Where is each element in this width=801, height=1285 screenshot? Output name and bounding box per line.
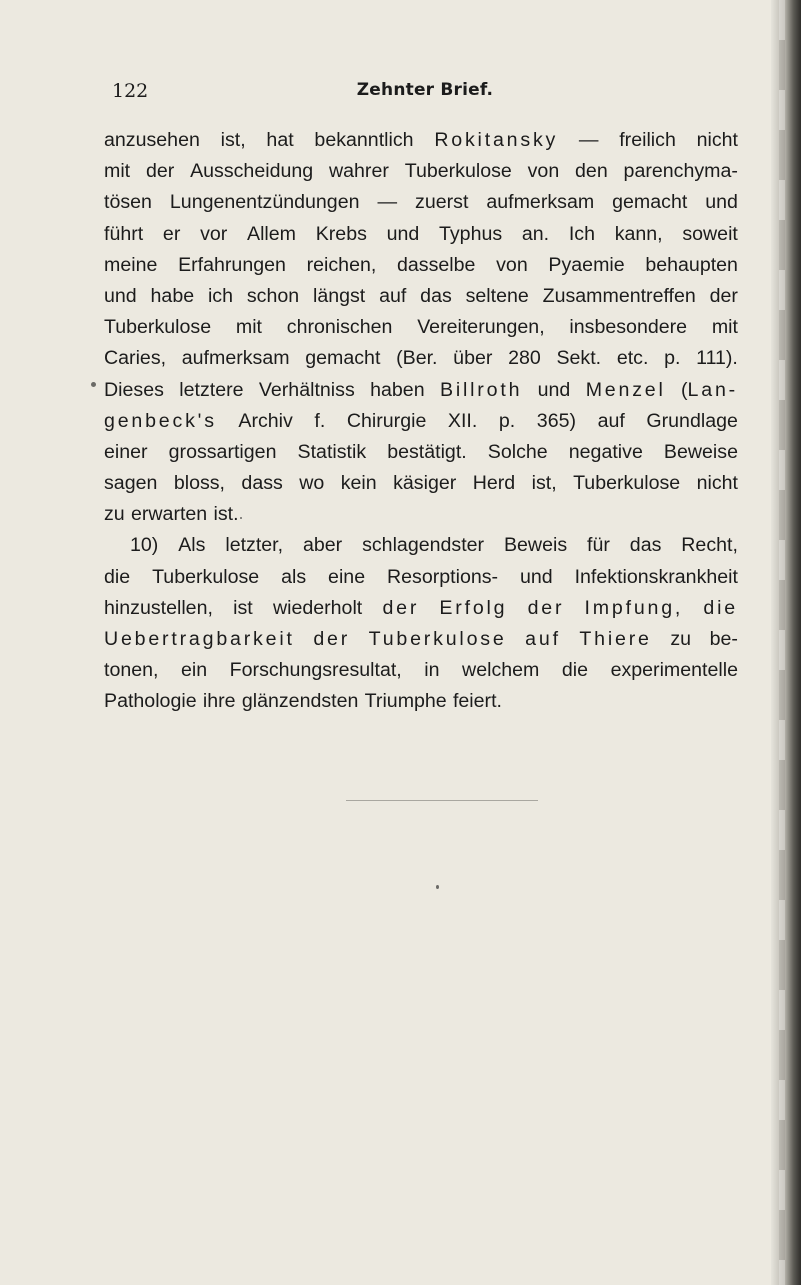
word: glänzendsten <box>241 690 359 713</box>
word: von <box>527 160 560 183</box>
word: Verhältniss <box>258 378 355 401</box>
word: ihre <box>202 690 236 713</box>
word: Krebs <box>315 222 367 245</box>
word: freilich <box>619 129 676 151</box>
word: Forschungsresultat, <box>229 659 402 682</box>
body-text <box>104 125 738 718</box>
text-line <box>104 406 738 437</box>
word: schon <box>246 284 300 307</box>
word: Pathologie <box>104 690 197 713</box>
word: der <box>145 160 175 183</box>
word: welchem <box>462 659 540 682</box>
word: aufmerksam <box>486 191 595 214</box>
word: Ausscheidung <box>190 160 314 183</box>
word: behaupten <box>645 253 738 276</box>
word: Pyaemie <box>548 253 625 276</box>
word: auf <box>525 628 561 650</box>
word: Dieses <box>104 378 164 401</box>
word: negative <box>568 440 643 463</box>
word: chronischen <box>286 316 393 339</box>
word: gemacht <box>305 347 381 370</box>
page-number: 122 <box>112 80 149 102</box>
speck-mark <box>240 517 242 519</box>
word: Erfahrungen <box>178 253 286 276</box>
word: Erfolg <box>439 596 508 619</box>
word: Solche <box>487 440 548 463</box>
word: ich <box>207 284 234 307</box>
word: (Lan- <box>681 378 738 401</box>
word: einer <box>104 440 148 463</box>
word: von <box>496 253 528 276</box>
word: Ich <box>568 222 595 245</box>
word: Typhus <box>439 222 503 245</box>
word: und <box>386 222 420 245</box>
text-line <box>104 499 738 530</box>
word: der <box>382 596 420 619</box>
word: zuerst <box>415 191 469 214</box>
word: längst <box>312 284 366 307</box>
word: Zusammentreffen <box>542 284 696 307</box>
word: Recht, <box>681 534 738 557</box>
word: der <box>709 284 738 307</box>
word: hat <box>266 129 294 151</box>
bullet-mark <box>91 382 96 387</box>
word: Resorptions- <box>387 565 499 588</box>
text-line <box>104 468 738 499</box>
word: p. <box>664 347 681 370</box>
word: experimentelle <box>610 659 738 682</box>
word: 280 <box>508 347 541 370</box>
word: das <box>629 534 662 557</box>
speck-mark <box>436 885 439 889</box>
word: die <box>104 565 131 588</box>
text-line <box>104 686 738 717</box>
word: habe <box>150 284 195 307</box>
word: und <box>537 378 571 401</box>
text-line <box>104 437 738 468</box>
word: schlagendster <box>362 534 485 557</box>
word: wiederholt <box>272 596 363 619</box>
word: Tuberkulose <box>368 628 507 650</box>
word: Herd <box>472 472 516 495</box>
word: 365) <box>536 409 577 432</box>
word: zu <box>104 503 125 526</box>
text-line <box>104 312 738 343</box>
word: ist <box>233 596 253 619</box>
word: wahrer <box>328 160 389 183</box>
word: XII. <box>447 409 478 432</box>
word: er <box>162 222 181 245</box>
word: gemacht <box>612 191 688 214</box>
word: 10) <box>130 534 159 557</box>
word: f. <box>314 409 326 432</box>
word: p. <box>498 409 516 432</box>
word: (Ber. <box>396 347 438 370</box>
word: tösen <box>104 191 152 214</box>
word: Beweis <box>503 534 568 557</box>
word: Beweise <box>663 440 738 463</box>
word: Tuberkulose <box>404 160 512 183</box>
word: be- <box>709 628 738 650</box>
word: bestätigt. <box>387 440 467 463</box>
text-line <box>104 530 738 561</box>
word: Caries, <box>104 347 167 370</box>
word: feiert. <box>452 690 502 713</box>
word: führt <box>104 222 144 245</box>
word: mit <box>235 316 262 339</box>
word: das <box>420 284 452 307</box>
text-line <box>104 624 738 655</box>
word: Tuberkulose <box>573 472 681 495</box>
word: käsiger <box>393 472 457 495</box>
page-header <box>112 80 738 106</box>
word: Tuberkulose <box>152 565 260 588</box>
word: reichen, <box>306 253 377 276</box>
text-line <box>104 250 738 281</box>
word: vor <box>200 222 228 245</box>
word: 111). <box>696 347 738 370</box>
word: Grundlage <box>646 409 738 432</box>
word: mit <box>711 316 738 339</box>
word: Impfung, <box>584 596 684 619</box>
word: Infektionskrankheit <box>574 565 738 588</box>
text-line <box>104 375 738 406</box>
word: Allem <box>247 222 296 245</box>
text-line <box>104 562 738 593</box>
word: Menzel <box>585 378 666 401</box>
word: Vereiterungen, <box>417 316 545 339</box>
word: auf <box>597 409 625 432</box>
word: Tuberkulose <box>104 316 212 339</box>
word: und <box>519 565 553 588</box>
word: hinzustellen, <box>104 596 213 619</box>
word: — <box>377 191 398 214</box>
word: haben <box>370 378 425 401</box>
word: als <box>281 565 307 588</box>
word: in <box>424 659 440 682</box>
word: Lungenentzündungen <box>169 191 360 214</box>
text-line <box>104 219 738 250</box>
word: bekanntlich <box>314 129 414 151</box>
word: bloss, <box>173 472 225 495</box>
word: zu <box>670 628 692 650</box>
word: dasselbe <box>397 253 476 276</box>
word: Sekt. <box>556 347 602 370</box>
word: sagen <box>104 472 158 495</box>
word: anzusehen <box>104 129 200 151</box>
word: und <box>705 191 738 214</box>
word: für <box>587 534 610 557</box>
text-line <box>104 655 738 686</box>
word: wo <box>299 472 325 495</box>
word: Uebertragbarkeit <box>104 628 295 650</box>
word: an. <box>521 222 550 245</box>
word: Billroth <box>439 378 523 401</box>
word: letzter, <box>225 534 284 557</box>
word: Archiv <box>238 409 293 432</box>
word: auf <box>379 284 407 307</box>
word: den <box>575 160 608 183</box>
word: tonen, <box>104 659 159 682</box>
word: parenchyma- <box>623 160 738 183</box>
word: ist. <box>213 503 239 526</box>
word: insbesondere <box>569 316 688 339</box>
word: — <box>578 129 599 151</box>
word: dass <box>241 472 283 495</box>
word: eine <box>328 565 366 588</box>
word: genbeck's <box>104 409 217 432</box>
word: seltene <box>465 284 529 307</box>
word: erwarten <box>130 503 208 526</box>
word: etc. <box>616 347 649 370</box>
word: Triumphe <box>364 690 447 713</box>
text-line <box>104 343 738 374</box>
word: letztere <box>179 378 244 401</box>
word: die <box>703 596 738 619</box>
word: ist, <box>531 472 557 495</box>
word: ein <box>181 659 208 682</box>
word: die <box>561 659 589 682</box>
running-title: Zehnter Brief. <box>356 80 494 100</box>
text-line <box>104 156 738 187</box>
word: nicht <box>696 129 738 151</box>
rule-mark <box>346 800 538 801</box>
text-line <box>104 125 738 156</box>
word: aufmerksam <box>181 347 290 370</box>
word: aber <box>302 534 343 557</box>
word: der <box>313 628 351 650</box>
text-line <box>104 281 738 312</box>
word: grossartigen <box>168 440 277 463</box>
word: Statistik <box>297 440 367 463</box>
text-line <box>104 187 738 218</box>
word: über <box>453 347 493 370</box>
word: kein <box>340 472 377 495</box>
word: kann, <box>614 222 663 245</box>
word: Thiere <box>579 628 652 650</box>
word: meine <box>104 253 158 276</box>
word: Rokitansky <box>434 129 559 151</box>
text-line <box>104 593 738 624</box>
page-edge-shadow <box>771 0 801 1285</box>
word: nicht <box>696 472 738 495</box>
word: mit <box>104 160 131 183</box>
word: Als <box>178 534 206 557</box>
word: Chirurgie <box>346 409 427 432</box>
word: soweit <box>682 222 738 245</box>
word: ist, <box>220 129 246 151</box>
word: und <box>104 284 137 307</box>
word: der <box>527 596 565 619</box>
